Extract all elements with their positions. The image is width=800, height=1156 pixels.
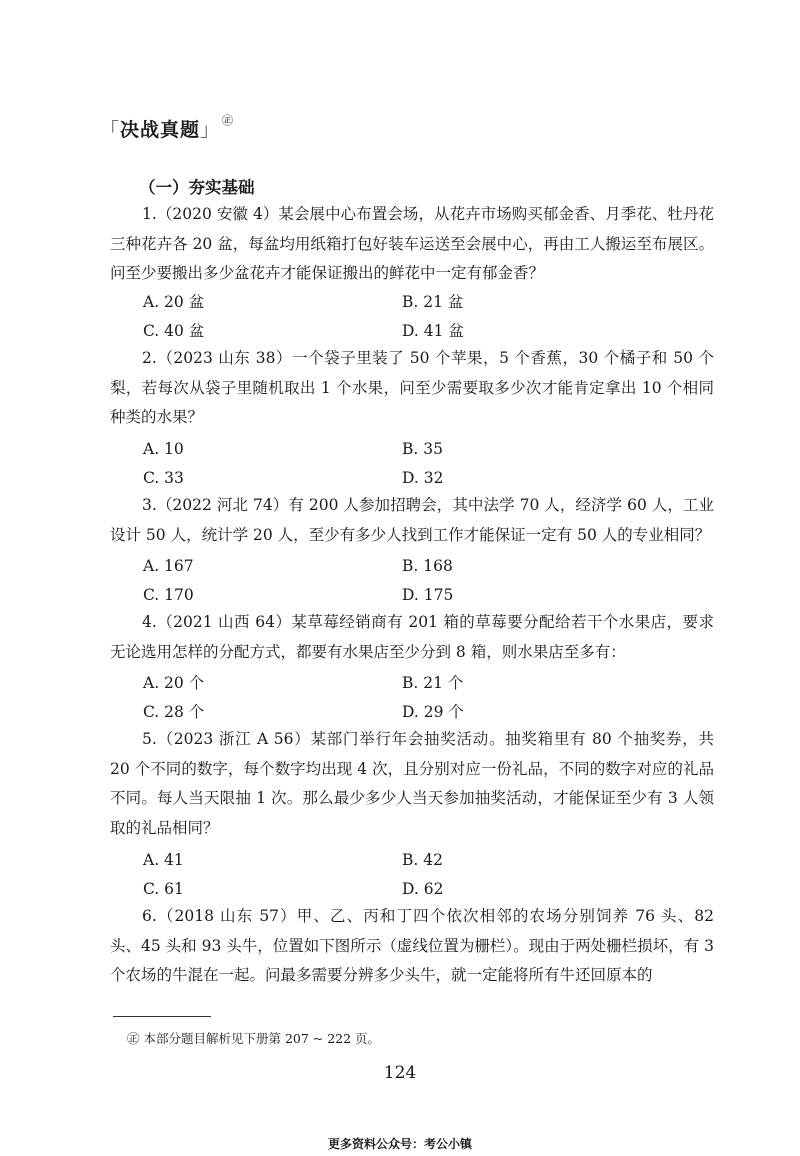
title-open-bracket: 「 xyxy=(100,119,121,141)
page-title: 决战真题 xyxy=(120,119,201,141)
question-3-option-d: D. 175 xyxy=(402,586,454,604)
question-5-stem: 5.（2023 浙江 A 56）某部门举行年会抽奖活动。抽奖箱里有 80 个抽奖券，共 20 个不同的数字，每个数字均出现 4 次，且分别对应一份礼品，不同的数字对应的礼品不同。每人当天限抽 1 次。那么最少多少人当天参加抽奖活动，才能保证至少有 3 人领取的礼品相同？ xyxy=(110,730,714,837)
question-1-option-b: B. 21 盆 xyxy=(402,293,464,311)
question-3-stem: 3.（2022 河北 74）有 200 人参加招聘会，其中法学 70 人，经济学 60 人，工业设计 50 人，统计学 20 人，至少有多少人找到工作才能保证一定有 50 人的专业相同？ xyxy=(110,496,714,544)
question-3-option-a: A. 167 xyxy=(143,557,194,575)
question-3-option-c: C. 170 xyxy=(143,586,194,604)
bottom-banner: 更多资料公众号：考公小镇 xyxy=(327,1137,472,1151)
section-title: （一）夯实基础 xyxy=(139,178,255,197)
question-4-option-b: B. 21 个 xyxy=(402,674,464,692)
section-header xyxy=(100,112,234,142)
question-4-option-a: A. 20 个 xyxy=(143,674,205,692)
question-1-stem: 1.（2020 安徽 4）某会展中心布置会场，从花卉市场购买郁金香、月季花、牡丹花三种花卉各 20 盆，每盆均用纸箱打包好装车运送至会展中心，再由工人搬运至布展区。问至少要搬出多少盆花卉才能保证搬出的鲜花中一定有郁金香？ xyxy=(110,205,714,282)
question-2-option-c: C. 33 xyxy=(143,469,184,487)
title-close-bracket: 」 xyxy=(200,119,221,141)
footnote: ㊣ 本部分题目解析见下册第 207 ~ 222 页。 xyxy=(127,1031,381,1046)
footnote-divider xyxy=(113,1016,211,1017)
question-1-option-c: C. 40 盆 xyxy=(143,322,205,340)
footnote-mark-icon: ㊣ xyxy=(222,114,235,127)
question-2-option-b: B. 35 xyxy=(402,440,443,458)
question-4-option-c: C. 28 个 xyxy=(143,703,205,721)
question-5-option-a: A. 41 xyxy=(143,851,184,869)
question-6-stem: 6.（2018 山东 57）甲、乙、丙和丁四个依次相邻的农场分别饲养 76 头、82 头、45 头和 93 头牛，位置如下图所示（虚线位置为栅栏）。现由于两处栅栏损坏，有 3 个农场的牛混在一起。问最多需要分辨多少头牛，就一定能将所有牛还回原本的 xyxy=(110,907,714,984)
question-2-option-d: D. 32 xyxy=(402,469,444,487)
question-4-stem: 4.（2021 山西 64）某草莓经销商有 201 箱的草莓要分配给若干个水果店，要求无论选用怎样的分配方式，都要有水果店至少分到 8 箱，则水果店至多有： xyxy=(110,613,714,661)
question-2-option-a: A. 10 xyxy=(143,440,184,458)
question-1-option-d: D. 41 盆 xyxy=(402,322,464,340)
question-5-option-b: B. 42 xyxy=(402,851,443,869)
question-4-option-d: D. 29 个 xyxy=(402,703,464,721)
question-5-option-d: D. 62 xyxy=(402,880,444,898)
question-1-option-a: A. 20 盆 xyxy=(143,293,205,311)
question-3-option-b: B. 168 xyxy=(402,557,453,575)
question-5-option-c: C. 61 xyxy=(143,880,184,898)
question-2-stem: 2.（2023 山东 38）一个袋子里装了 50 个苹果，5 个香蕉，30 个橘子和 50 个梨，若每次从袋子里随机取出 1 个水果，问至少需要取多少次才能肯定拿出 10 个相同种类的水果？ xyxy=(110,349,714,426)
page-number: 124 xyxy=(383,1063,417,1083)
